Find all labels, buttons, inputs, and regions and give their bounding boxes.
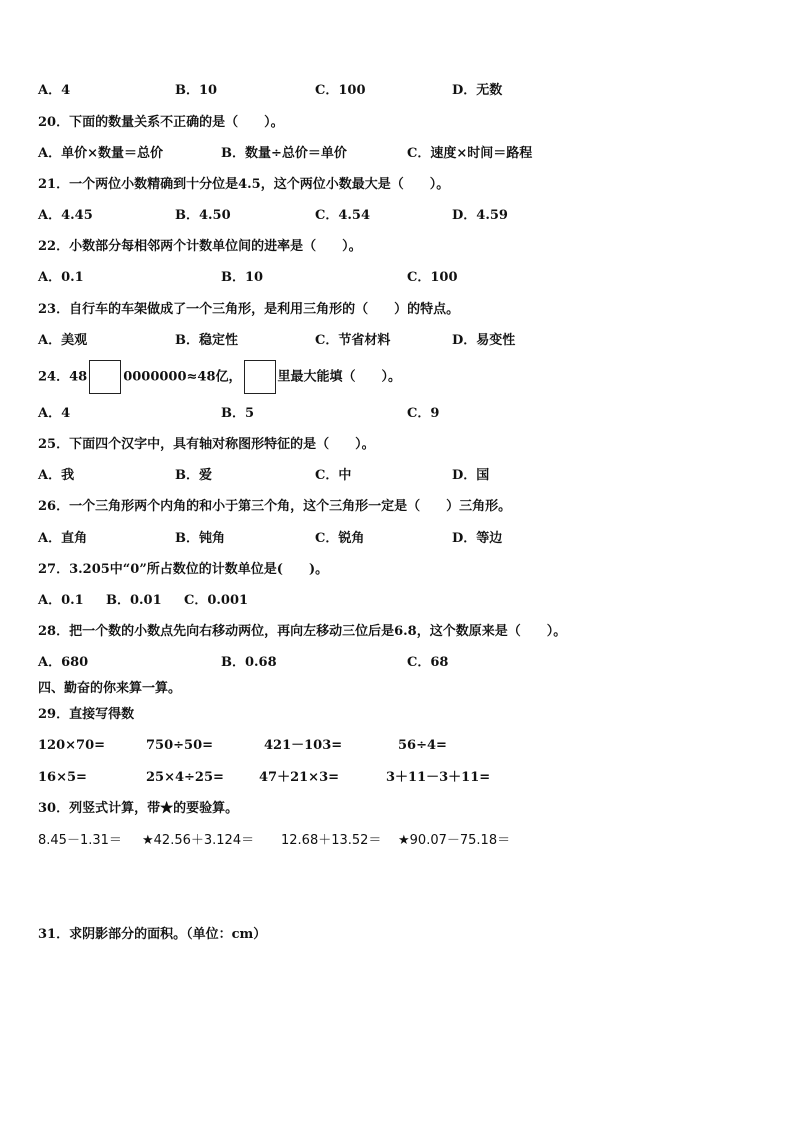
q21-option-b[interactable]: B．4.50	[175, 208, 231, 223]
q20-option-a[interactable]: A．单价×数量＝总价	[38, 146, 163, 161]
q23-stem: 23．自行车的车架做成了一个三角形，是利用三角形的（ ）的特点。	[38, 302, 460, 317]
q25-stem: 25．下面四个汉字中，具有轴对称图形特征的是（ ）。	[38, 437, 375, 452]
section-4-heading: 四、勤奋的你来算一算。	[38, 681, 182, 696]
q26-option-b[interactable]: B．钝角	[175, 531, 225, 546]
q24-option-b[interactable]: B．5	[221, 406, 255, 421]
q23-option-b[interactable]: B．稳定性	[175, 333, 238, 348]
q19-option-c[interactable]: C．100	[315, 83, 366, 98]
q24-blank-box-1[interactable]	[89, 360, 121, 394]
q24-blank-box-2	[244, 360, 276, 394]
q24-stem	[38, 360, 401, 395]
q26-option-c[interactable]: C．锐角	[315, 531, 365, 546]
q28-option-b[interactable]: B．0.68	[221, 655, 277, 670]
q24-option-a[interactable]: A．4	[38, 406, 71, 421]
q24-part1: 24．48	[38, 369, 88, 385]
q30-item: 8.45－1.31＝	[38, 833, 122, 848]
q19-option-d[interactable]: D．无数	[452, 83, 503, 98]
q26-stem: 26．一个三角形两个内角的和小于第三个角，这个三角形一定是（ ）三角形。	[38, 499, 512, 514]
q20-option-c[interactable]: C．速度×时间＝路程	[407, 146, 533, 161]
q29-item: 120×70=	[38, 738, 106, 753]
q24-part2: 0000000≈48亿，	[123, 369, 242, 385]
q23-option-c[interactable]: C．节省材料	[315, 333, 391, 348]
q31-stem: 31．求阴影部分的面积。（单位：cm）	[38, 927, 267, 942]
q20-stem: 20．下面的数量关系不正确的是（ ）。	[38, 115, 284, 130]
q21-option-a[interactable]: A．4.45	[38, 208, 93, 223]
q28-option-a[interactable]: A．680	[38, 655, 89, 670]
q30-stem: 30．列竖式计算，带★的要验算。	[38, 801, 239, 816]
q26-option-a[interactable]: A．直角	[38, 531, 88, 546]
q30-item: ★90.07－75.18＝	[398, 833, 511, 848]
q30-item: ★42.56＋3.124＝	[142, 833, 255, 848]
q30-item: 12.68＋13.52＝	[281, 833, 382, 848]
q27-stem: 27．3.205中“0”所占数位的计数单位是( )。	[38, 562, 329, 577]
q22-option-a[interactable]: A．0.1	[38, 270, 84, 285]
q29-item: 25×4÷25=	[146, 770, 224, 785]
q21-stem: 21．一个两位小数精确到十分位是4.5，这个两位小数最大是（ ）。	[38, 177, 450, 192]
q27-option-c[interactable]: C．0.001	[184, 593, 249, 608]
q22-option-c[interactable]: C．100	[407, 270, 458, 285]
q22-stem: 22．小数部分每相邻两个计数单位间的进率是（ ）。	[38, 239, 362, 254]
q22-option-b[interactable]: B．10	[221, 270, 264, 285]
q25-option-a[interactable]: A．我	[38, 468, 75, 483]
q29-stem: 29．直接写得数	[38, 707, 135, 722]
q21-option-c[interactable]: C．4.54	[315, 208, 371, 223]
q19-option-b[interactable]: B．10	[175, 83, 218, 98]
q24-option-c[interactable]: C．9	[407, 406, 440, 421]
q27-option-a[interactable]: A．0.1	[38, 593, 84, 608]
q27-option-b[interactable]: B．0.01	[106, 593, 162, 608]
q21-option-d[interactable]: D．4.59	[452, 208, 508, 223]
q29-item: 56÷4=	[398, 738, 447, 753]
q28-option-c[interactable]: C．68	[407, 655, 449, 670]
q26-option-d[interactable]: D．等边	[452, 531, 503, 546]
q24-part3: 里最大能填（ ）。	[277, 369, 402, 385]
q23-option-d[interactable]: D．易变性	[452, 333, 516, 348]
q29-item: 750÷50=	[146, 738, 214, 753]
q29-item: 16×5=	[38, 770, 87, 785]
q29-item: 421－103=	[264, 738, 343, 753]
q20-option-b[interactable]: B．数量÷总价＝单价	[221, 146, 347, 161]
q25-option-d[interactable]: D．国	[452, 468, 490, 483]
q29-item: 47＋21×3=	[259, 770, 340, 785]
q28-stem: 28．把一个数的小数点先向右移动两位，再向左移动三位后是6.8，这个数原来是（ ）。	[38, 624, 567, 639]
q25-option-b[interactable]: B．爱	[175, 468, 212, 483]
q29-item: 3＋11－3＋11=	[386, 770, 491, 785]
q25-option-c[interactable]: C．中	[315, 468, 352, 483]
q23-option-a[interactable]: A．美观	[38, 333, 88, 348]
q19-option-a[interactable]: A．4	[38, 83, 71, 98]
